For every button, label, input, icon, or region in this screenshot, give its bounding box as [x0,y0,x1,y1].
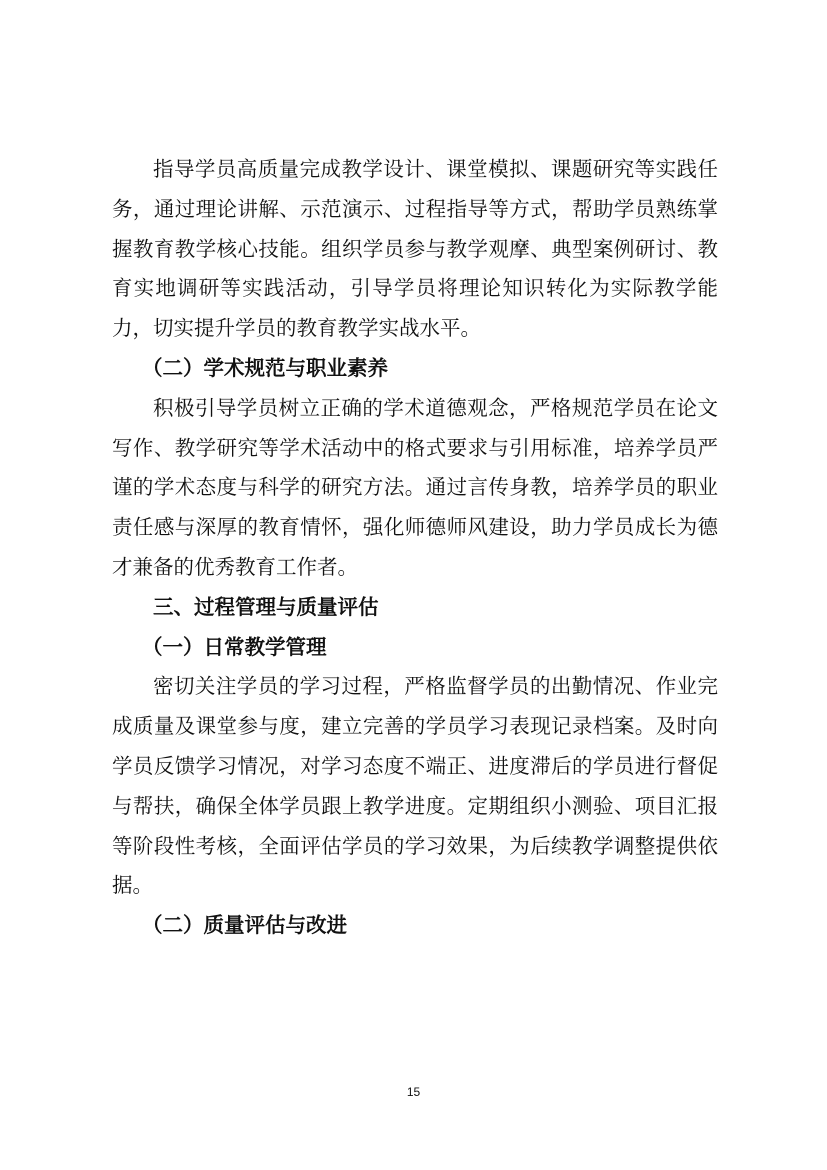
page-number: 15 [406,1085,421,1099]
paragraph-practice-guidance: 指导学员高质量完成教学设计、课堂模拟、课题研究等实践任务，通过理论讲解、示范演示、过程指导等方式，帮助学员熟练掌握教育教学核心技能。组织学员参与教学观摩、典型案例研讨、教育实地调研等实践活动，引导学员将理论知识转化为实际教学能力，切实提升学员的教育教学实战水平。 [112,157,718,341]
paragraph-daily-teaching-management: 密切关注学员的学习过程，严格监督学员的出勤情况、作业完成质量及课堂参与度，建立完善的学员学习表现记录档案。及时向学员反馈学习情况，对学习态度不端正、进度滞后的学员进行督促与帮扶，确保全体学员跟上教学进度。定期组织小测验、项目汇报等阶段性考核，全面评估学员的学习效果，为后续教学调整提供依据。 [112,674,718,898]
paragraph-academic-norms: 积极引导学员树立正确的学术道德观念，严格规范学员在论文写作、教学研究等学术活动中的格式要求与引用标准，培养学员严谨的学术态度与科学的研究方法。通过言传身教，培养学员的职业责任感与深厚的教育情怀，强化师德师风建设，助力学员成长为德才兼备的优秀教育工作者。 [112,395,718,579]
document-page [112,150,718,946]
heading-daily-teaching-management: （一）日常教学管理 [142,634,327,659]
heading-quality-evaluation: （二）质量评估与改进 [142,913,347,938]
heading-academic-norms: （二）学术规范与职业素养 [142,355,388,380]
section-heading-process-management: 三、过程管理与质量评估 [153,594,379,619]
